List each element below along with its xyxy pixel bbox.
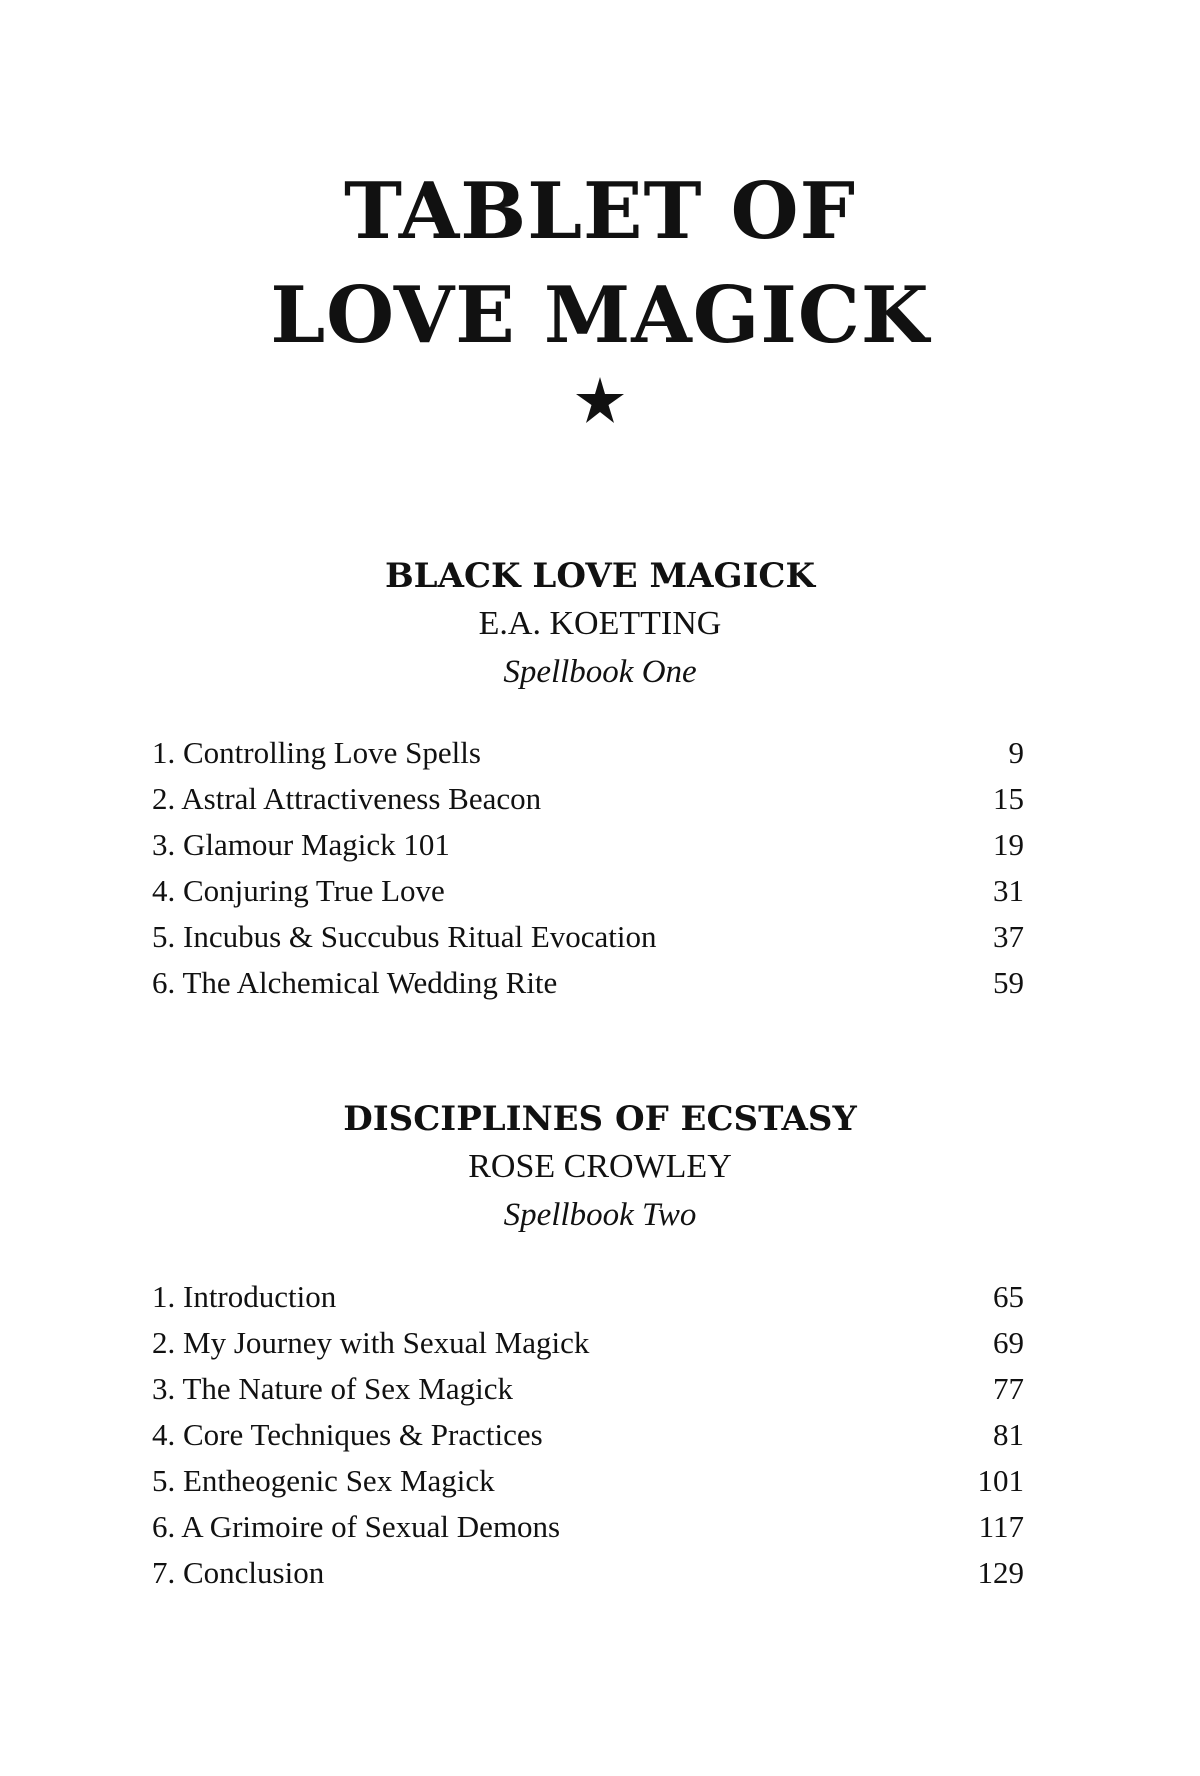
section-author: ROSE CROWLEY — [468, 1148, 732, 1185]
toc-entry-label: 5. Incubus & Succubus Ritual Evocation — [152, 919, 657, 954]
toc-entry-page: 129 — [977, 1555, 1024, 1590]
toc-entry-label: 1. Controlling Love Spells — [152, 735, 481, 770]
toc-entry[interactable] — [152, 1366, 1024, 1412]
toc-entry[interactable] — [152, 776, 1024, 822]
toc-entry-label: 4. Core Techniques & Practices — [152, 1417, 543, 1452]
toc-entry-page: 31 — [993, 873, 1024, 908]
toc-entry-page: 59 — [993, 965, 1024, 1000]
section-heading-1 — [0, 552, 1200, 696]
toc-entry-label: 4. Conjuring True Love — [152, 873, 445, 908]
star-icon — [575, 375, 625, 425]
section-heading-2 — [0, 1095, 1200, 1239]
toc-entry[interactable] — [152, 822, 1024, 868]
toc-entry-page: 19 — [993, 827, 1024, 862]
book-title — [0, 160, 1200, 368]
toc-entry[interactable] — [152, 1550, 1024, 1596]
toc-entry-page: 37 — [993, 919, 1024, 954]
toc-entry-label: 2. My Journey with Sexual Magick — [152, 1325, 590, 1360]
section-author: E.A. KOETTING — [478, 605, 722, 642]
toc-entry[interactable] — [152, 1320, 1024, 1366]
toc-entry[interactable] — [152, 914, 1024, 960]
toc-entry[interactable] — [152, 1274, 1024, 1320]
toc-entry-page: 15 — [993, 781, 1024, 816]
toc-entry-label: 7. Conclusion — [152, 1555, 325, 1590]
toc-list-2 — [152, 1274, 1024, 1596]
section-title: BLACK LOVE MAGICK — [384, 556, 816, 596]
toc-entry-label: 5. Entheogenic Sex Magick — [152, 1463, 495, 1498]
toc-entry-page: 101 — [977, 1463, 1024, 1498]
toc-entry-page: 9 — [1008, 735, 1024, 770]
toc-entry-label: 6. The Alchemical Wedding Rite — [152, 965, 558, 1000]
toc-entry[interactable] — [152, 1412, 1024, 1458]
toc-entry-page: 65 — [993, 1279, 1024, 1314]
toc-entry[interactable] — [152, 730, 1024, 776]
toc-list-1 — [152, 730, 1024, 1006]
toc-entry[interactable] — [152, 868, 1024, 914]
section-subtitle: Spellbook Two — [503, 1197, 697, 1233]
toc-entry[interactable] — [152, 1504, 1024, 1550]
toc-entry-page: 77 — [993, 1371, 1024, 1406]
toc-entry-label: 3. The Nature of Sex Magick — [152, 1371, 513, 1406]
toc-entry-label: 2. Astral Attractiveness Beacon — [152, 781, 542, 816]
toc-entry-page: 69 — [993, 1325, 1024, 1360]
toc-entry[interactable] — [152, 1458, 1024, 1504]
toc-entry-label: 6. A Grimoire of Sexual Demons — [152, 1509, 561, 1544]
section-subtitle: Spellbook One — [503, 654, 697, 690]
toc-entry-label: 3. Glamour Magick 101 — [152, 827, 450, 862]
toc-entry-page: 117 — [978, 1509, 1024, 1544]
book-title-line-2: LOVE MAGICK — [270, 270, 930, 361]
book-title-line-1: TABLET OF — [343, 166, 857, 257]
section-title: DISCIPLINES OF ECSTASY — [343, 1099, 857, 1139]
toc-entry-label: 1. Introduction — [152, 1279, 337, 1314]
toc-entry[interactable] — [152, 960, 1024, 1006]
toc-entry-page: 81 — [993, 1417, 1024, 1452]
